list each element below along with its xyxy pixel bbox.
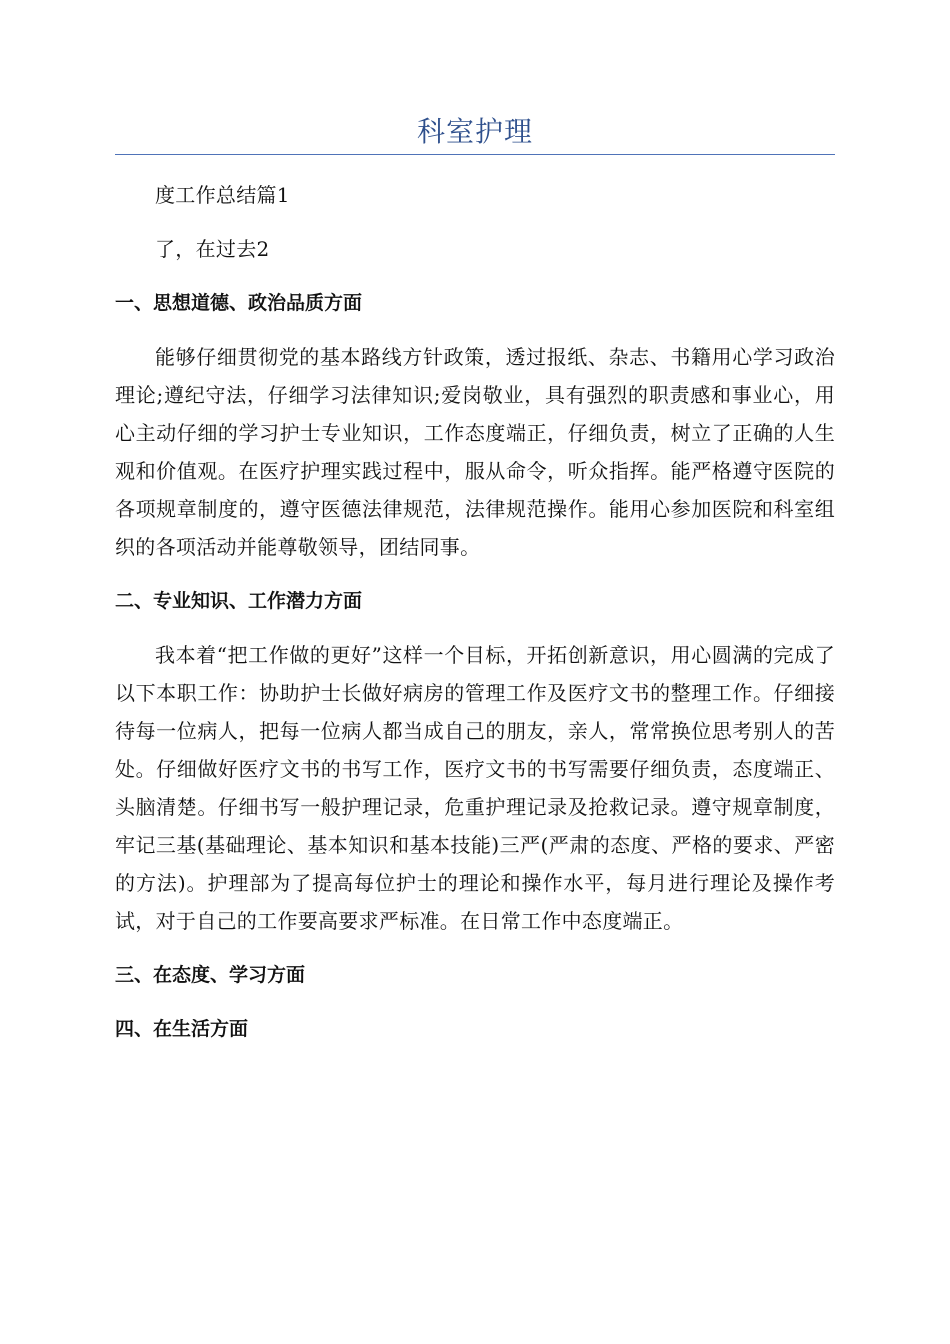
section-body-2: 我本着“把工作做的更好”这样一个目标，开拓创新意识，用心圆满的完成了以下本职工作：协助护士长做好病房的管理工作及医疗文书的整理工作。仔细接待每一位病人，把每一位病人都当成自己的朋友，亲人，常常换位思考别人的苦处。仔细做好医疗文书的书写工作，医疗文书的书写需要仔细负责，态度端正、头脑清楚。仔细书写一般护理记录，危重护理记录及抢救记录。遵守规章制度，牢记三基(基础理论、基本知识和基本技能)三严(严肃的态度、严格的要求、严密的方法)。护理部为了提高每位护士的理论和操作水平，每月进行理论及操作考试，对于自己的工作要高要求严标准。在日常工作中态度端正。	[115, 643, 835, 933]
section-heading-1: 一、思想道德、政治品质方面	[115, 292, 363, 314]
section-heading-2: 二、专业知识、工作潜力方面	[115, 590, 363, 612]
section-heading-4: 四、在生活方面	[115, 1018, 249, 1040]
section-body-1: 能够仔细贯彻党的基本路线方针政策，透过报纸、杂志、书籍用心学习政治理论;遵纪守法，仔细学习法律知识;爱岗敬业，具有强烈的职责感和事业心，用心主动仔细的学习护士专业知识，工作态度端正，仔细负责，树立了正确的人生观和价值观。在医疗护理实践过程中，服从命令，听众指挥。能严格遵守医院的各项规章制度的，遵守医德法律规范，法律规范操作。能用心参加医院和科室组织的各项活动并能尊敬领导，团结同事。	[115, 345, 835, 559]
intro-paragraph-2: 了，在过去2	[155, 237, 270, 261]
intro-paragraph-1: 度工作总结篇1	[155, 183, 290, 207]
title-underline	[115, 154, 835, 155]
document-title: 科室护理	[416, 115, 533, 148]
document-body	[115, 176, 835, 1064]
section-heading-3: 三、在态度、学习方面	[115, 964, 306, 986]
